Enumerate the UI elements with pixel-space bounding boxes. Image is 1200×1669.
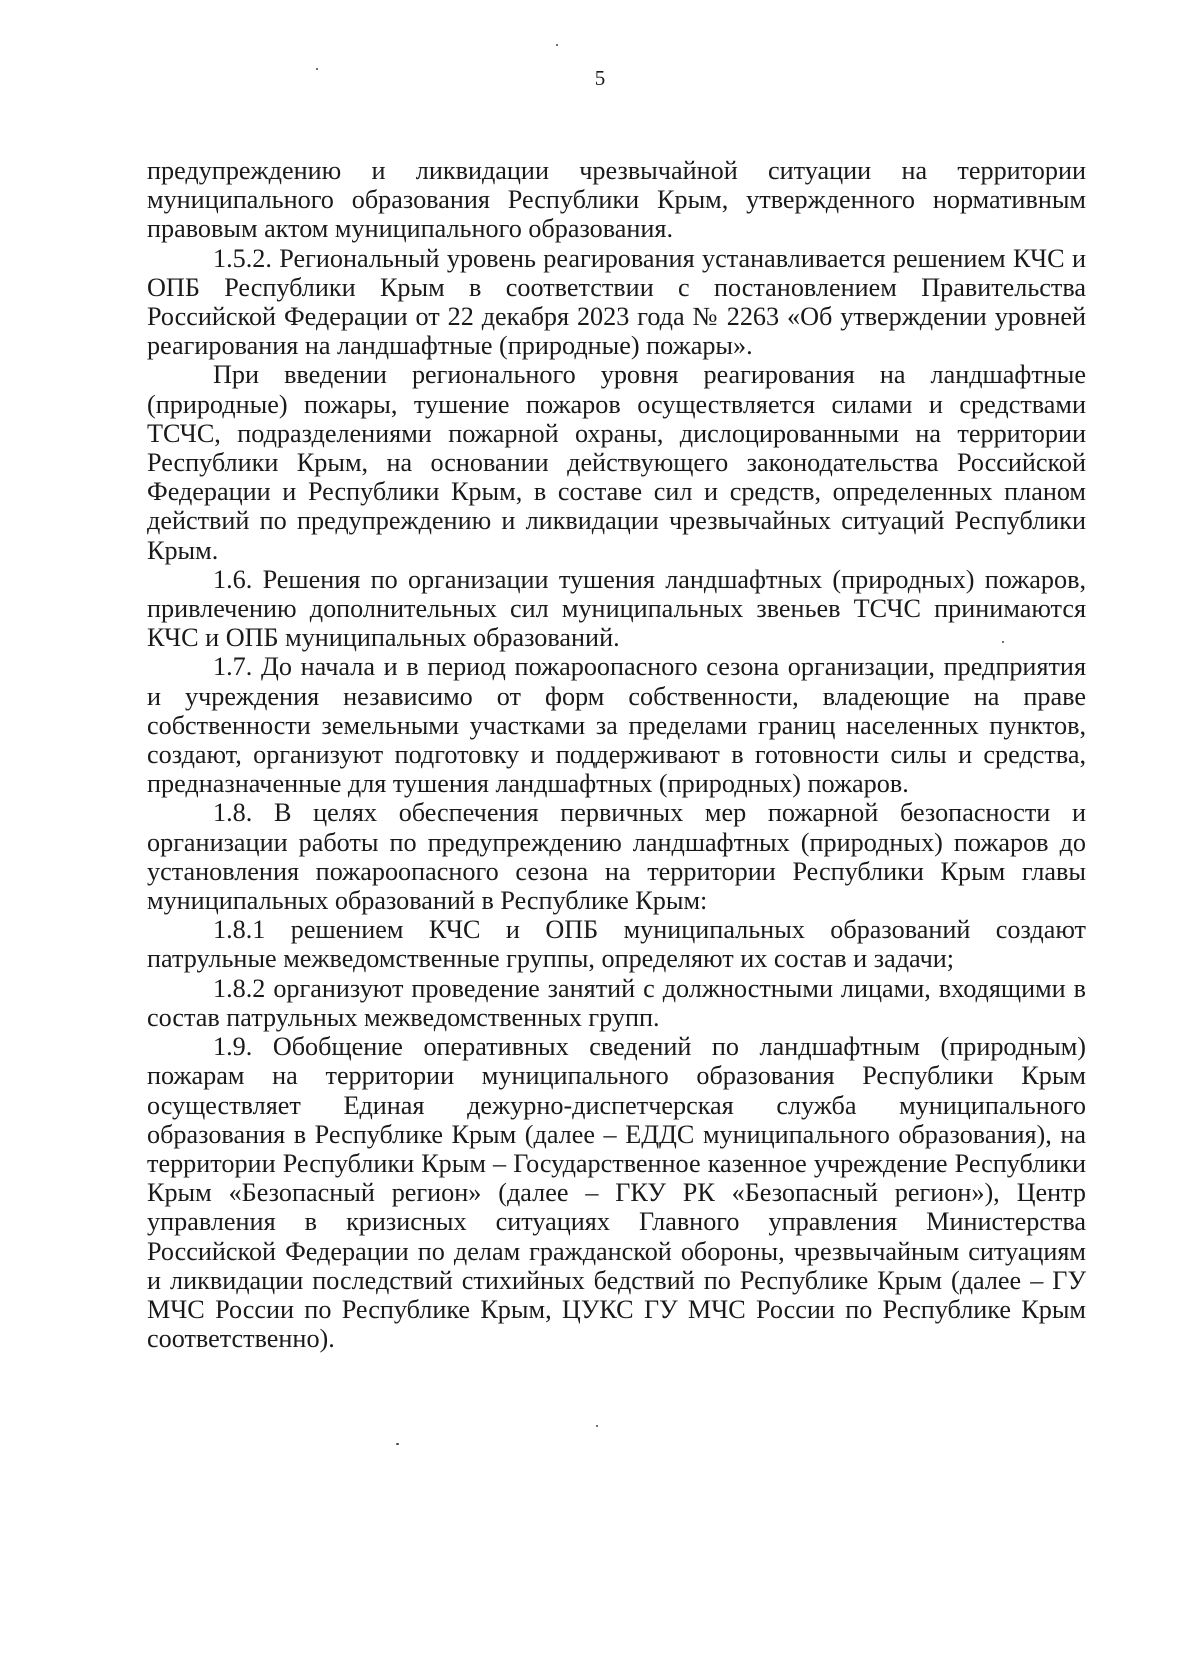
paragraph-1-5-2: 1.5.2. Региональный уровень реагирования устанавливается решением КЧС и ОПБ Республики Крым в соответствии с постановлением Правительства Российской Федерации от 22 декабря 2023 года № 2263 «Об утверждении уровней реагирования на ландшафтные (природные) пожары». bbox=[147, 243, 1086, 361]
paragraph-1-8-2: 1.8.2 организуют проведение занятий с должностными лицами, входящими в состав патрульных межведомственных групп. bbox=[147, 973, 1086, 1032]
paragraph-1-9: 1.9. Обобщение оперативных сведений по ландшафтным (природным) пожарам на территории муниципального образования Республики Крым осуществляет Единая дежурно-диспетчерская служба муниципального образования в Республике Крым (далее – ЕДДС муниципального образования), на территории Республики Крым – Государственное казенное учреждение Республики Крым «Безопасный регион» (далее – ГКУ РК «Безопасный регион»), Центр управления в кризисных ситуациях Главного управления Министерства Российской Федерации по делам гражданской обороны, чрезвычайным ситуациям и ликвидации последствий стихийных бедствий по Республике Крым (далее – ГУ МЧС России по Республике Крым, ЦУКС ГУ МЧС России по Республике Крым соответственно). bbox=[147, 1032, 1086, 1354]
paragraph-1-8-1: 1.8.1 решением КЧС и ОПБ муниципальных образований создают патрульные межведомственные группы, определяют их состав и задачи; bbox=[147, 915, 1086, 974]
paragraph-1-7: 1.7. До начала и в период пожароопасного сезона организации, предприятия и учреждения независимо от форм собственности, владеющие на праве собственности земельными участками за пределами границ населенных пунктов, создают, организуют подготовку и поддерживают в готовности силы и средства, предназначенные для тушения ландшафтных (природных) пожаров. bbox=[147, 652, 1086, 799]
page-number: 5 bbox=[594, 66, 606, 90]
document-body bbox=[147, 156, 1086, 1353]
scan-speck bbox=[596, 1425, 598, 1427]
scan-speck bbox=[1002, 641, 1004, 643]
paragraph-continuation: предупреждению и ликвидации чрезвычайной ситуации на территории муниципального образования Республики Крым, утвержденного нормативным правовым актом муниципального образования. bbox=[147, 156, 1086, 244]
paragraph-1-8: 1.8. В целях обеспечения первичных мер пожарной безопасности и организации работы по предупреждению ландшафтных (природных) пожаров до установления пожароопасного сезона на территории Республики Крым главы муниципальных образований в Республике Крым: bbox=[147, 798, 1086, 916]
scan-speck bbox=[316, 68, 318, 70]
scan-speck bbox=[396, 1443, 399, 1445]
paragraph-regional-level: При введении регионального уровня реагирования на ландшафтные (природные) пожары, тушение пожаров осуществляется силами и средствами ТСЧС, подразделениями пожарной охраны, дислоцированными на территории Республики Крым, на основании действующего законодательства Российской Федерации и Республики Крым, в составе сил и средств, определенных планом действий по предупреждению и ликвидации чрезвычайных ситуаций Республики Крым. bbox=[147, 360, 1086, 565]
paragraph-1-6: 1.6. Решения по организации тушения ландшафтных (природных) пожаров, привлечению дополнительных сил муниципальных звеньев ТСЧС принимаются КЧС и ОПБ муниципальных образований. bbox=[147, 564, 1086, 653]
scan-speck bbox=[556, 44, 558, 46]
